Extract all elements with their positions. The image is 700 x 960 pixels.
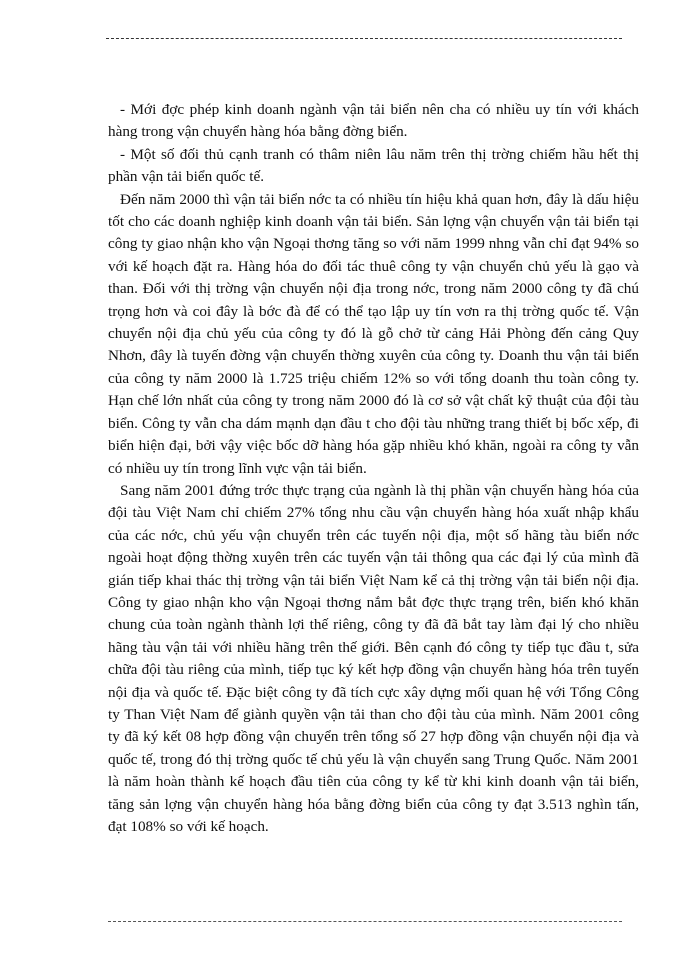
paragraph-2: - Một số đối thủ cạnh tranh có thâm niên lâu năm trên thị trờng chiếm hầu hết thị phần vận tải biển quốc tế.: [108, 145, 639, 186]
footer-dashed-rule: [108, 921, 622, 922]
document-body: [108, 99, 639, 838]
paragraph-3: Đến năm 2000 thì vận tải biển nớc ta có nhiều tín hiệu khả quan hơn, đây là dấu hiệu tốt cho các doanh nghiệp kinh doanh vận tải biển. Sản lợng vận chuyển vận tải biển tại công ty giao nhận kho vận Ngoại thơng tăng so với năm 1999 nhng vẫn chỉ đạt 94% so với kế hoạch đặt ra. Hàng hóa do đối tác thuê công ty vận chuyển chủ yếu là gạo và than. Đối với thị trờng vận chuyển nội địa trong nớc, trong năm 2000 công ty đã chú trọng hơn và coi đây là bớc đà để có thể tạo lập uy tín vơn ra thị trờng quốc tế. Vận chuyển nội địa chủ yếu của công ty đó là gỗ chở từ cảng Hải Phòng đến cảng Quy Nhơn, đây là tuyến đờng vận chuyển thờng xuyên của công ty. Doanh thu vận tải biển của công ty năm 2000 là 1.725 triệu chiếm 12% so với tổng doanh thu toàn công ty. Hạn chế lớn nhất của công ty trong năm 2000 đó là cơ sở vật chất kỹ thuật của đội tàu biển. Công ty vẫn cha dám mạnh dạn đầu t cho đội tàu những trang thiết bị bốc xếp, đi biển hiện đại, bởi vậy việc bốc dỡ hàng hóa gặp nhiều khó khăn, ngoài ra công ty vẫn có nhiều uy tín trong lĩnh vực vận tải biển.: [108, 190, 639, 477]
paragraph-4: Sang năm 2001 đứng trớc thực trạng của ngành là thị phần vận chuyển hàng hóa của đội tàu Việt Nam chỉ chiếm 27% tổng nhu cầu vận chuyển hàng hóa xuất nhập khẩu của các nớc, chủ yếu vận chuyển trên các tuyến nội địa, một số hãng tàu biển nớc ngoài hoạt động thờng xuyên trên các tuyến vận tải thông qua các đại lý của mình đã gián tiếp khai thác thị trờng vận tải biển Việt Nam kể cả thị trờng vận tải biển nội địa. Công ty giao nhận kho vận Ngoại thơng nắm bắt đợc thực trạng trên, biến khó khăn chung của toàn ngành thành lợi thế riêng, công ty đã đã bắt tay làm đại lý cho nhiều hãng tàu vận tải với nhiều hãng trên thế giới. Bên cạnh đó công ty tiếp tục đầu t, sửa chữa đội tàu riêng của mình, tiếp tục ký kết hợp đồng vận chuyển hàng hóa trên tuyến nội địa và quốc tế. Đặc biệt công ty đã tích cực xây dựng mối quan hệ với Tổng Công ty Than Việt Nam để giành quyền vận tải than cho đội tàu của mình. Năm 2001 công ty đã ký kết 08 hợp đồng vận chuyển trên tổng số 27 hợp đồng vận chuyển nội địa và quốc tế, trong đó thị trờng quốc tế chủ yếu là vận chuyển sang Trung Quốc. Năm 2001 là năm hoàn thành kế hoạch đầu tiên của công ty kể từ khi kinh doanh vận tải biển, tăng sản lợng vận chuyển hàng hóa bằng đờng biển của công ty đạt 3.513 nghìn tấn, đạt 108% so với kế hoạch.: [108, 481, 639, 835]
header-dashed-rule: [106, 38, 622, 39]
paragraph-1: - Mới đợc phép kinh doanh ngành vận tải biển nên cha có nhiều uy tín với khách hàng trong vận chuyển hàng hóa bằng đờng biển.: [108, 101, 639, 141]
